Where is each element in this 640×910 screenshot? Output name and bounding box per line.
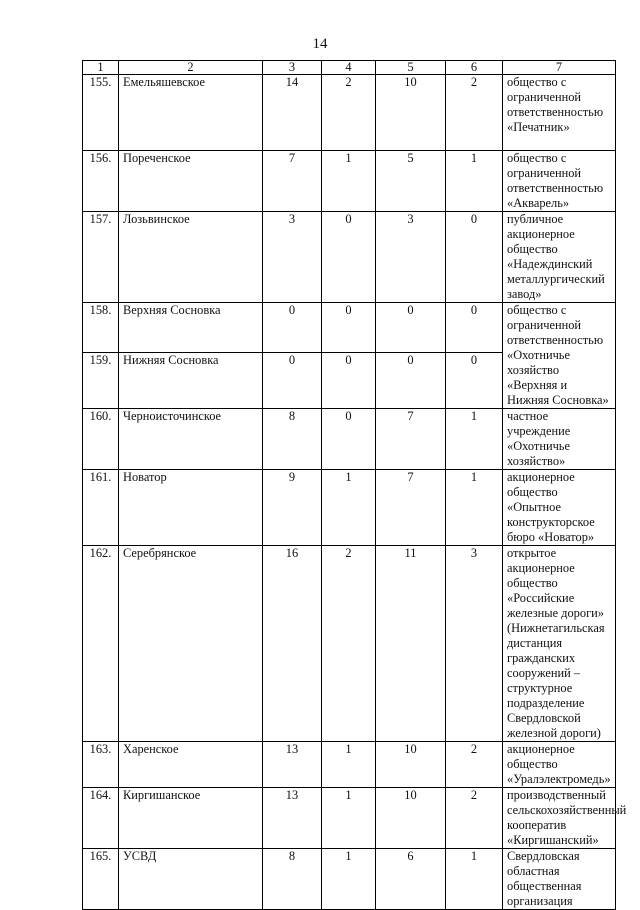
value-col5: 10 [376, 75, 446, 151]
value-col4: 0 [322, 303, 376, 353]
value-col3: 0 [263, 352, 322, 408]
column-header: 1 [83, 61, 119, 75]
value-col6: 1 [446, 470, 503, 546]
value-col5: 0 [376, 303, 446, 353]
row-number: 158. [83, 303, 119, 353]
value-col5: 11 [376, 546, 446, 742]
column-header: 4 [322, 61, 376, 75]
row-number: 165. [83, 849, 119, 910]
value-col3: 8 [263, 409, 322, 470]
value-col5: 10 [376, 742, 446, 788]
ground-name: Пореченское [119, 151, 263, 212]
ground-name: УСВД [119, 849, 263, 910]
row-number: 164. [83, 788, 119, 849]
value-col4: 0 [322, 212, 376, 303]
value-col3: 8 [263, 849, 322, 910]
value-col6: 0 [446, 352, 503, 408]
table-row [83, 212, 616, 303]
row-number: 161. [83, 470, 119, 546]
value-col4: 0 [322, 352, 376, 408]
table-row [83, 75, 616, 151]
organization: общество с ограниченной ответственностью «Печатник» [503, 75, 616, 151]
row-number: 163. [83, 742, 119, 788]
value-col6: 2 [446, 788, 503, 849]
table-row [83, 546, 616, 742]
value-col3: 13 [263, 742, 322, 788]
value-col4: 1 [322, 849, 376, 910]
value-col6: 1 [446, 151, 503, 212]
ground-name: Харенское [119, 742, 263, 788]
row-number: 162. [83, 546, 119, 742]
row-number: 160. [83, 409, 119, 470]
value-col5: 3 [376, 212, 446, 303]
organization: Свердловская областная общественная организация [503, 849, 616, 910]
organization: акционерное общество «Опытное конструкторское бюро «Новатор» [503, 470, 616, 546]
row-number: 159. [83, 352, 119, 408]
ground-name: Черноисточинское [119, 409, 263, 470]
column-header: 7 [503, 61, 616, 75]
value-col3: 7 [263, 151, 322, 212]
ground-name: Нижняя Сосновка [119, 352, 263, 408]
column-header: 3 [263, 61, 322, 75]
ground-name: Лозьвинское [119, 212, 263, 303]
column-header: 2 [119, 61, 263, 75]
row-number: 155. [83, 75, 119, 151]
value-col3: 9 [263, 470, 322, 546]
value-col4: 1 [322, 151, 376, 212]
value-col4: 1 [322, 470, 376, 546]
ground-name: Киргишанское [119, 788, 263, 849]
value-col4: 0 [322, 409, 376, 470]
value-col6: 3 [446, 546, 503, 742]
value-col4: 2 [322, 546, 376, 742]
value-col5: 6 [376, 849, 446, 910]
value-col4: 1 [322, 742, 376, 788]
value-col5: 5 [376, 151, 446, 212]
value-col4: 1 [322, 788, 376, 849]
organization: открытое акционерное общество «Российские железные дороги» (Нижнетагильская дистанция гражданских сооружений – структурное подразделение Свердловской железной дороги) [503, 546, 616, 742]
value-col6: 1 [446, 849, 503, 910]
value-col3: 13 [263, 788, 322, 849]
value-col6: 0 [446, 212, 503, 303]
value-col6: 0 [446, 303, 503, 353]
value-col6: 1 [446, 409, 503, 470]
organization: общество с ограниченной ответственностью «Охотничье хозяйство «Верхняя и Нижняя Сосновка» [503, 303, 616, 409]
organization: производственный сельскохозяйственный кооператив «Киргишанский» [503, 788, 616, 849]
value-col3: 16 [263, 546, 322, 742]
value-col5: 10 [376, 788, 446, 849]
value-col6: 2 [446, 75, 503, 151]
table-header-row [83, 61, 616, 75]
hunting-grounds-table [82, 60, 627, 910]
column-header: 6 [446, 61, 503, 75]
page-number: 14 [312, 36, 328, 52]
ground-name: Емельяшевское [119, 75, 263, 151]
value-col3: 0 [263, 303, 322, 353]
table-row [83, 849, 616, 910]
value-col6: 2 [446, 742, 503, 788]
row-number: 156. [83, 151, 119, 212]
organization: акционерное общество «Уралэлектромедь» [503, 742, 616, 788]
table-row [83, 409, 616, 470]
value-col5: 0 [376, 352, 446, 408]
value-col4: 2 [322, 75, 376, 151]
ground-name: Серебрянское [119, 546, 263, 742]
value-col5: 7 [376, 409, 446, 470]
organization: частное учреждение «Охотничье хозяйство» [503, 409, 616, 470]
table-row [83, 151, 616, 212]
row-number: 157. [83, 212, 119, 303]
value-col3: 3 [263, 212, 322, 303]
ground-name: Верхняя Сосновка [119, 303, 263, 353]
ground-name: Новатор [119, 470, 263, 546]
value-col5: 7 [376, 470, 446, 546]
table-row [83, 788, 616, 849]
column-header: 5 [376, 61, 446, 75]
organization: общество с ограниченной ответственностью «Акварель» [503, 151, 616, 212]
organization: публичное акционерное общество «Надеждинский металлургический завод» [503, 212, 616, 303]
table-row [83, 303, 616, 353]
table-row [83, 742, 616, 788]
value-col3: 14 [263, 75, 322, 151]
table-row [83, 470, 616, 546]
